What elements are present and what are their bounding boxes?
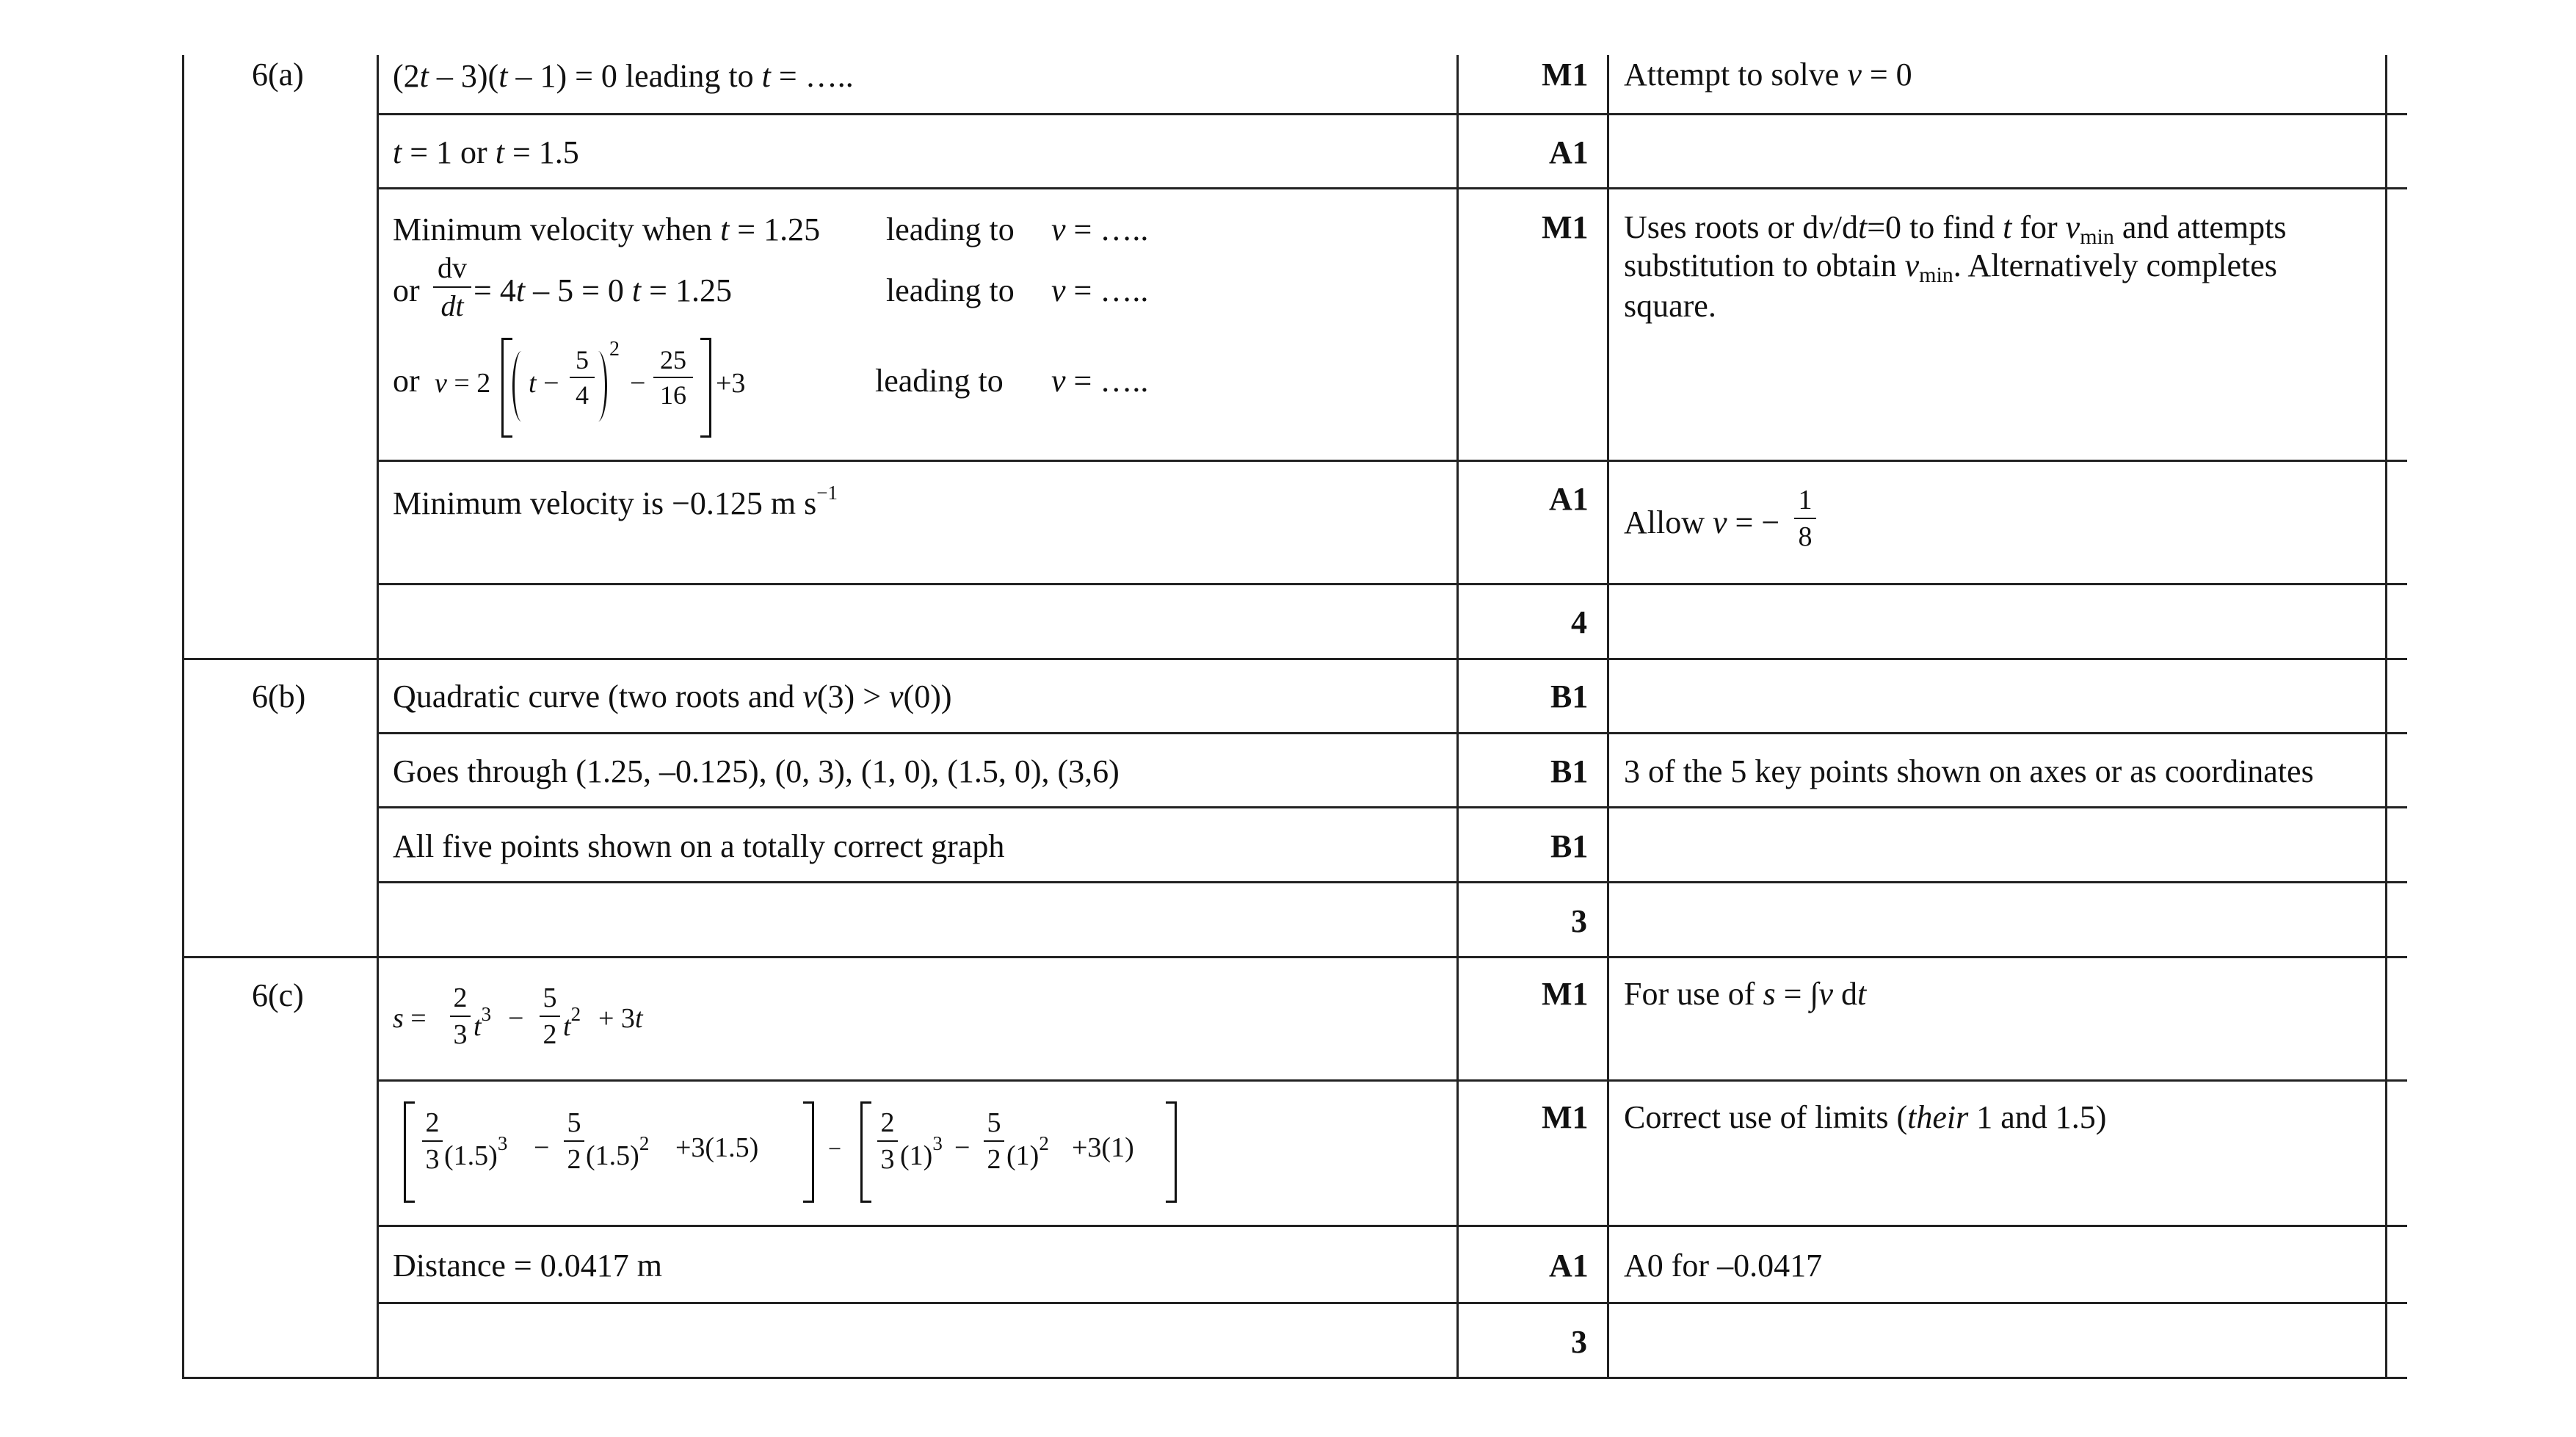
mark-code: M1 (1542, 1099, 1589, 1135)
row-divider (378, 732, 2407, 734)
paren-right (589, 351, 607, 421)
fraction-five-quarters: 5 4 (570, 347, 595, 408)
guidance-note: substitution to obtain $v_{min}$. Alternatively completes (1624, 247, 2277, 287)
mark-code: B1 (1550, 828, 1589, 864)
minus-sign: − (630, 368, 646, 399)
fraction-two-thirds: 2 3 (877, 1109, 898, 1173)
displacement-s: s = (393, 1003, 427, 1034)
or-text: or (393, 363, 420, 399)
guidance-note: Allow v = − (1624, 504, 1780, 540)
answer-text: Quadratic curve (two roots and v(3) > v(0)) (393, 678, 952, 714)
total-marks: 4 (1571, 604, 1587, 640)
guidance-note: square. (1624, 288, 1716, 324)
lower-limit-linear: +3(1) (1072, 1132, 1134, 1163)
question-label: 6(c) (252, 977, 304, 1013)
question-divider (182, 956, 2407, 958)
mark-code: B1 (1550, 753, 1589, 789)
term-t-squared: $t^2$ (563, 1003, 581, 1042)
lower-limit-cubed: $(1)^3$ (900, 1132, 943, 1171)
mark-code: M1 (1542, 57, 1589, 93)
guidance-note: For use of s = ∫v dt (1624, 976, 1867, 1012)
column-divider (1456, 55, 1459, 1379)
upper-limit-linear: +3(1.5) (675, 1132, 759, 1163)
upper-limit-cubed: $(1.5)^3$ (444, 1132, 508, 1171)
derivative-fraction: dv dt (433, 253, 471, 321)
question-divider (182, 658, 2407, 660)
row-divider (378, 806, 2407, 808)
row-divider (378, 460, 2407, 462)
completed-square-t: t − (529, 368, 559, 399)
answer-text: Minimum velocity is −0.125 m $s^{-1}$ (393, 482, 838, 521)
guidance-note: A0 for –0.0417 (1624, 1248, 1823, 1284)
plus-three: +3 (716, 368, 746, 399)
mark-code: A1 (1549, 1248, 1589, 1284)
mark-code: B1 (1550, 678, 1589, 714)
row-divider (378, 187, 2407, 189)
minus-sign: − (954, 1132, 970, 1163)
fraction-five-halves: 5 2 (564, 1109, 584, 1173)
mark-code: A1 (1549, 134, 1589, 170)
bracket-right (700, 338, 711, 438)
velocity-result: v = ….. (1051, 211, 1149, 247)
velocity-result: v = ….. (1051, 272, 1149, 308)
leading-to-text: leading to (875, 363, 1004, 399)
fraction-two-thirds: 2 3 (450, 984, 471, 1049)
row-divider (378, 583, 2407, 585)
bracket-left (501, 338, 512, 438)
guidance-note: 3 of the 5 key points shown on axes or as coordinates (1624, 753, 2314, 789)
table-right-border (2385, 55, 2387, 1379)
mark-code: A1 (1549, 481, 1589, 517)
fraction-one-eighth: 1 8 (1794, 486, 1816, 551)
fraction-five-halves: 5 2 (984, 1109, 1004, 1173)
bracket-right (1166, 1101, 1177, 1203)
answer-text: (2t – 3)(t – 1) = 0 leading to t = ….. (393, 58, 854, 94)
minus-sign: − (534, 1132, 550, 1163)
velocity-result: v = ….. (1051, 363, 1149, 399)
square-exponent: 2 (609, 338, 620, 361)
row-divider (378, 1079, 2407, 1082)
table-bottom-border (182, 1377, 2407, 1379)
total-marks: 3 (1571, 903, 1587, 939)
table-left-border (182, 55, 184, 1379)
or-text: or (393, 272, 420, 308)
completed-square-v: v = 2 (435, 368, 491, 399)
question-label: 6(a) (252, 57, 304, 93)
row-divider (378, 113, 2407, 115)
term-3t: + 3t (598, 1003, 643, 1034)
column-divider (377, 55, 379, 1379)
upper-limit-squared: $(1.5)^2$ (586, 1132, 650, 1171)
answer-text: Distance = 0.0417 m (393, 1248, 662, 1284)
mark-code: M1 (1542, 209, 1589, 245)
guidance-note: Attempt to solve v = 0 (1624, 57, 1912, 93)
minus-between-brackets: − (828, 1135, 842, 1162)
lower-limit-squared: $(1)^2$ (1006, 1132, 1049, 1171)
minus-sign: − (508, 1003, 524, 1034)
answer-text: Minimum velocity when t = 1.25 (393, 211, 821, 247)
guidance-note: Uses roots or dv/dt=0 to find t for $v_{min}$ and attempts (1624, 209, 2287, 249)
bracket-right (803, 1101, 814, 1203)
total-marks: 3 (1571, 1324, 1587, 1360)
answer-text: Goes through (1.25, –0.125), (0, 3), (1, 0), (1.5, 0), (3,6) (393, 753, 1120, 789)
bracket-left (860, 1101, 871, 1203)
column-divider (1607, 55, 1609, 1379)
term-t-cubed: $t^3$ (474, 1003, 492, 1042)
derivative-equation: = 4t – 5 = 0 t = 1.25 (474, 272, 732, 308)
leading-to-text: leading to (886, 272, 1015, 308)
row-divider (378, 1225, 2407, 1227)
bracket-left (404, 1101, 415, 1203)
question-label: 6(b) (252, 678, 306, 714)
guidance-note: Correct use of limits (their 1 and 1.5) (1624, 1099, 2107, 1135)
row-divider (378, 1302, 2407, 1304)
fraction-five-halves: 5 2 (540, 984, 560, 1049)
answer-text: t = 1 or t = 1.5 (393, 134, 579, 170)
mark-code: M1 (1542, 976, 1589, 1012)
fraction-25-16: 25 16 (653, 347, 693, 408)
row-divider (378, 881, 2407, 883)
fraction-two-thirds: 2 3 (422, 1109, 443, 1173)
leading-to-text: leading to (886, 211, 1015, 247)
answer-text: All five points shown on a totally correct graph (393, 828, 1005, 864)
